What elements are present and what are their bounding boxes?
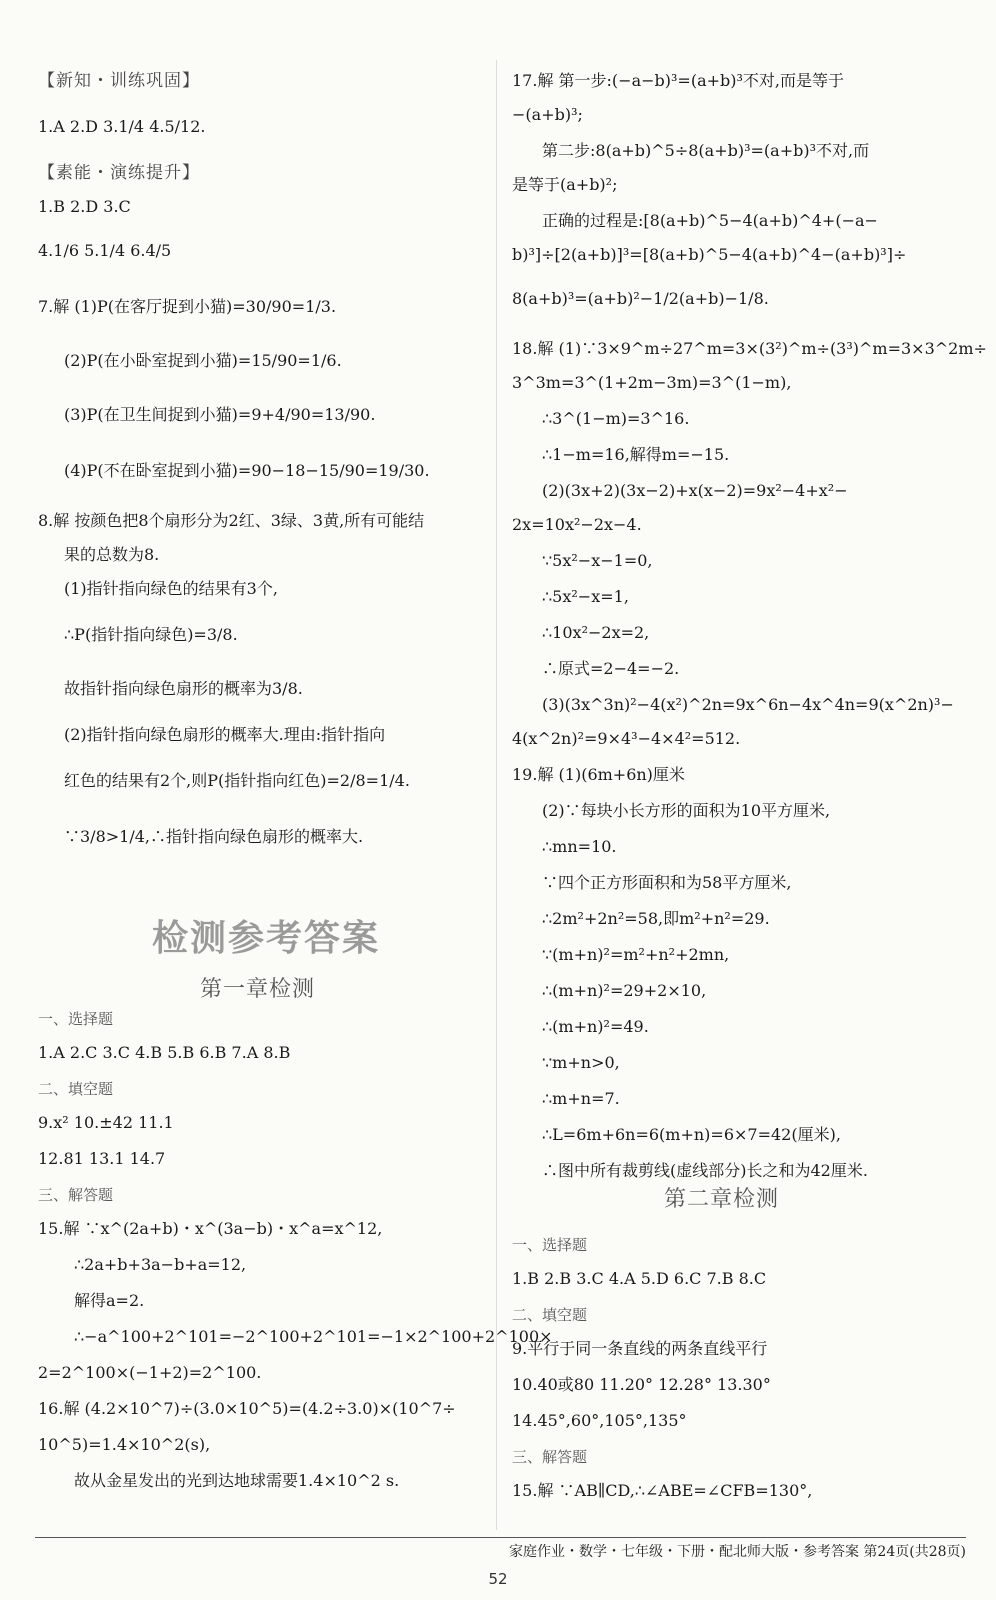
answer-line: 1.A 2.D 3.1/4 4.5/12. <box>38 117 206 136</box>
answer-line: ∴m+n=7. <box>542 1089 620 1108</box>
answer-line: 三、解答题 <box>512 1448 588 1466</box>
answer-line: ∵5x²−x−1=0, <box>542 551 653 570</box>
answer-line: 是等于(a+b)²; <box>512 175 618 194</box>
answer-line: 故从金星发出的光到达地球需要1.4×10^2 s. <box>74 1471 400 1490</box>
answer-line: 2=2^100×(−1+2)=2^100. <box>38 1363 262 1382</box>
answer-line: 【素能・演练提升】 <box>38 163 200 183</box>
answer-line: 1.B 2.D 3.C <box>38 197 131 216</box>
answer-line: −(a+b)³; <box>512 105 583 124</box>
answer-line: 一、选择题 <box>512 1236 588 1254</box>
answer-line: b)³]÷[2(a+b)]³=[8(a+b)^5−4(a+b)^4−(a+b)³]÷ <box>512 245 907 264</box>
answer-line: ∴原式=2−4=−2. <box>542 659 680 678</box>
answer-line: ∴P(指针指向绿色)=3/8. <box>64 625 238 644</box>
answer-line: ∴−a^100+2^101=−2^100+2^101=−1×2^100+2^100× <box>74 1327 553 1346</box>
answer-line: 4(x^2n)²=9×4³−4×4²=512. <box>512 729 741 748</box>
answer-line: ∴5x²−x=1, <box>542 587 629 606</box>
answer-line: 【新知・训练巩固】 <box>38 71 200 91</box>
answer-line: (3)(3x^3n)²−4(x²)^2n=9x^6n−4x^4n=9(x^2n)³− <box>542 695 954 714</box>
answer-line: (1)指针指向绿色的结果有3个, <box>64 579 278 598</box>
answer-line: 19.解 (1)(6m+6n)厘米 <box>512 765 685 784</box>
answer-line: 12.81 13.1 14.7 <box>38 1149 166 1168</box>
answer-line: 故指针指向绿色扇形的概率为3/8. <box>64 679 303 698</box>
answer-line: 16.解 (4.2×10^7)÷(3.0×10^5)=(4.2÷3.0)×(10^7÷ <box>38 1399 456 1418</box>
answer-line: (4)P(不在卧室捉到小猫)=90−18−15/90=19/30. <box>64 461 430 480</box>
answer-line: 8(a+b)³=(a+b)²−1/2(a+b)−1/8. <box>512 289 769 308</box>
answer-line: 18.解 (1)∵3×9^m÷27^m=3×(3²)^m÷(3³)^m=3×3^2m÷ <box>512 339 987 358</box>
answer-line: (2)指针指向绿色扇形的概率大.理由:指针指向 <box>64 725 386 744</box>
answer-line: 1.A 2.C 3.C 4.B 5.B 6.B 7.A 8.B <box>38 1043 291 1062</box>
chapter2-heading: 第二章检测 <box>664 1187 780 1212</box>
page-footer: 家庭作业・数学・七年级・下册・配北师大版・参考答案 第24页(共28页) <box>35 1537 966 1567</box>
answer-line: 1.B 2.B 3.C 4.A 5.D 6.C 7.B 8.C <box>512 1269 767 1288</box>
answer-line: (3)P(在卫生间捉到小猫)=9+4/90=13/90. <box>64 405 376 424</box>
answer-line: 红色的结果有2个,则P(指针指向红色)=2/8=1/4. <box>64 771 410 790</box>
answer-line: 4.1/6 5.1/4 6.4/5 <box>38 241 172 260</box>
answer-line: (2)∵每块小长方形的面积为10平方厘米, <box>542 801 831 820</box>
answer-line: ∴L=6m+6n=6(m+n)=6×7=42(厘米), <box>542 1125 841 1144</box>
answer-line: ∴10x²−2x=2, <box>542 623 650 642</box>
chapter1-heading: 第一章检测 <box>200 977 316 1002</box>
answer-line: ∴1−m=16,解得m=−15. <box>542 445 730 464</box>
answer-line: ∴2a+b+3a−b+a=12, <box>74 1255 247 1274</box>
page-number: 52 <box>488 1570 508 1588</box>
answer-line: 二、填空题 <box>512 1306 588 1324</box>
column-divider <box>496 60 497 1530</box>
answer-line: 二、填空题 <box>38 1080 114 1098</box>
answer-line: 9.x² 10.±42 11.1 <box>38 1113 174 1132</box>
answer-line: ∵3/8>1/4,∴指针指向绿色扇形的概率大. <box>64 827 364 846</box>
answer-line: ∵m+n>0, <box>542 1053 620 1072</box>
answer-line: 15.解 ∵AB∥CD,∴∠ABE=∠CFB=130°, <box>512 1481 813 1500</box>
answer-line: (2)P(在小卧室捉到小猫)=15/90=1/6. <box>64 351 342 370</box>
answer-line: 9.平行于同一条直线的两条直线平行 <box>512 1339 768 1358</box>
answer-line: ∴图中所有裁剪线(虚线部分)长之和为42厘米. <box>542 1161 868 1180</box>
answer-line: 10^5)=1.4×10^2(s), <box>38 1435 211 1454</box>
answer-line: ∴3^(1−m)=3^16. <box>542 409 690 428</box>
answer-line: 2x=10x²−2x−4. <box>512 515 642 534</box>
answer-line: ∴2m²+2n²=58,即m²+n²=29. <box>542 909 770 928</box>
answer-line: 解得a=2. <box>74 1291 145 1310</box>
answer-line: 三、解答题 <box>38 1186 114 1204</box>
answer-line: 第二步:8(a+b)^5÷8(a+b)³=(a+b)³不对,而 <box>542 141 870 160</box>
answer-line: ∴(m+n)²=49. <box>542 1017 649 1036</box>
answer-line: ∴(m+n)²=29+2×10, <box>542 981 707 1000</box>
answer-line: 3^3m=3^(1+2m−3m)=3^(1−m), <box>512 373 792 392</box>
answer-line: 10.40或80 11.20° 12.28° 13.30° <box>512 1375 771 1394</box>
answer-line: 一、选择题 <box>38 1010 114 1028</box>
answer-line: 8.解 按颜色把8个扇形分为2红、3绿、3黄,所有可能结 <box>38 511 425 530</box>
answer-line: (2)(3x+2)(3x−2)+x(x−2)=9x²−4+x²− <box>542 481 848 500</box>
answer-line: 果的总数为8. <box>64 545 160 564</box>
answer-line: 正确的过程是:[8(a+b)^5−4(a+b)^4+(−a− <box>542 211 878 230</box>
answer-line: 17.解 第一步:(−a−b)³=(a+b)³不对,而是等于 <box>512 71 844 90</box>
answers-main-title: 检测参考答案 <box>152 918 381 959</box>
answer-line: ∴mn=10. <box>542 837 617 856</box>
answer-line: 14.45°,60°,105°,135° <box>512 1411 687 1430</box>
answer-line: 7.解 (1)P(在客厅捉到小猫)=30/90=1/3. <box>38 297 337 316</box>
answer-line: 15.解 ∵x^(2a+b)・x^(3a−b)・x^a=x^12, <box>38 1219 383 1238</box>
answer-line: ∵(m+n)²=m²+n²+2mn, <box>542 945 730 964</box>
answer-line: ∵四个正方形面积和为58平方厘米, <box>542 873 792 892</box>
